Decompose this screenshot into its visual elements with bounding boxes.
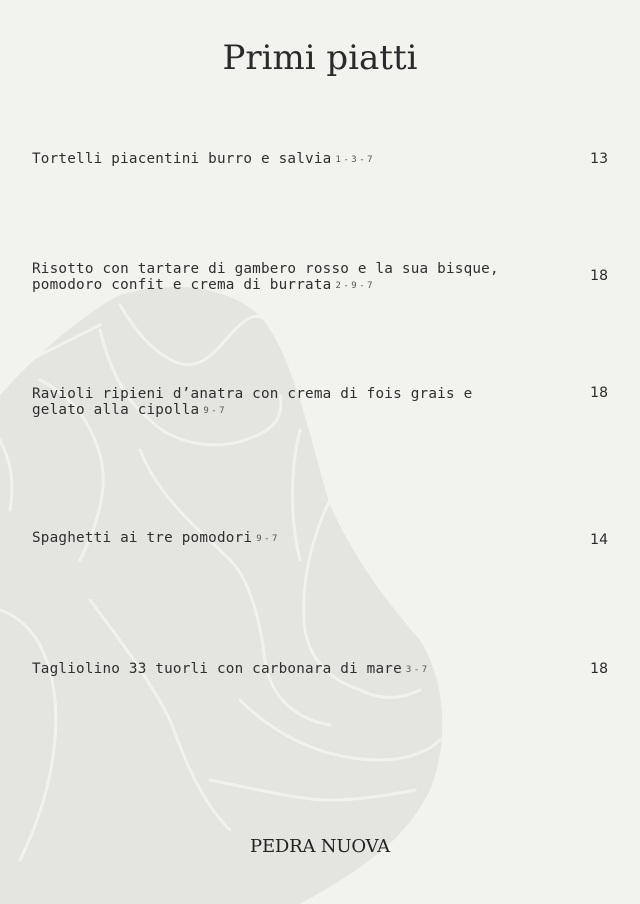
dish-name: Tortelli piacentini burro e salvia [32,151,332,167]
restaurant-logo: PEDRA NUOVA [250,836,390,857]
menu-item-tagliolino [32,661,502,678]
dish-name: Tagliolino 33 tuorli con carbonara di mare [32,661,402,677]
allergen-codes: 9-7 [256,534,280,544]
dish-price: 18 [590,385,608,401]
dish-price: 18 [590,661,608,677]
dish-price: 13 [590,151,608,167]
menu-item-risotto [32,261,502,294]
menu-item-spaghetti [32,530,502,547]
dish-name: Spaghetti ai tre pomodori [32,530,253,546]
section-title: Primi piatti [222,38,418,78]
dish-name: Ravioli ripieni d’anatra con crema di fois grais e gelato alla cipolla [32,386,473,418]
dish-name: Risotto con tartare di gambero rosso e la sua bisque, pomodoro confit e crema di burrata [32,261,499,293]
allergen-codes: 1-3-7 [335,155,376,165]
menu-item-ravioli [32,386,502,419]
allergen-codes: 9-7 [203,406,228,416]
menu-item-tortelli [32,151,502,168]
allergen-codes: 3-7 [405,665,430,675]
dish-price: 18 [590,268,608,284]
allergen-codes: 2-9-7 [335,281,376,291]
dish-price: 14 [590,532,608,548]
